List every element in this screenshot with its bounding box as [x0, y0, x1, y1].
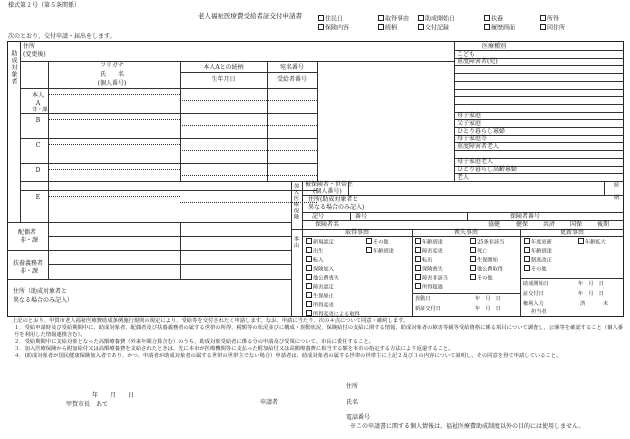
- insurance-type-2[interactable]: 共済: [543, 221, 556, 228]
- consent-note-1: １．受給申請時及び受給期間中に、助成対象者、配偶者及び扶養義務者の属する世帯の所得、税額等の状況並びに構成・異動状況、保険給付の支給に関する情報、助成対象者の障害等級等受給資格に係る項目について調査し、公簿等を確認すること（個人番号を利用した情報連携含む）。: [14, 325, 624, 338]
- acquire-reason-7[interactable]: 障害認定: [306, 283, 334, 291]
- medical-type-9: 父子家庭: [457, 119, 482, 127]
- admin-check-2[interactable]: 助成開始日: [418, 15, 455, 23]
- spouse-label: 配偶者: [18, 229, 37, 236]
- loss-reason-7[interactable]: 他公費取得: [470, 265, 503, 273]
- consent-intro: 上記のとおり、甲賀市老人福祉医療費助成条例施行規則の規定により、受給券を交付されたく申請します。なお、申請に当たり、次の４点について同意・確約します。: [12, 318, 409, 324]
- insurance-type-0[interactable]: 協健: [488, 221, 501, 228]
- medical-type-0: こども: [457, 50, 476, 58]
- acquire-reason-0[interactable]: 新規認定: [306, 238, 334, 246]
- insured-name-label: 被保険者・世帯主: [305, 181, 354, 188]
- acquire-reason-5[interactable]: 保険加入: [306, 265, 334, 273]
- number-label: 番号: [355, 213, 368, 220]
- ins-address-label: 住所(助成対象者と: [308, 196, 359, 203]
- applicant-label: 申請者: [260, 399, 279, 406]
- loss-reason-9[interactable]: その他: [470, 274, 493, 282]
- acquire-reason-2[interactable]: 出生: [306, 247, 323, 255]
- loss-reason-heading: 喪失事由: [453, 229, 478, 236]
- loss-reason-3[interactable]: 死亡: [470, 247, 487, 255]
- recipient-no-header: 受給者番号: [276, 76, 307, 83]
- loss-date-label: 異動日: [415, 296, 431, 302]
- row-a-tax: 非・課: [32, 107, 48, 113]
- insurer-name-label: 保険者名: [315, 221, 340, 228]
- relation-header: 本人Aとの続柄: [203, 64, 244, 71]
- admin-check-4[interactable]: 所得: [540, 15, 559, 23]
- medical-type-16: 老人: [457, 173, 470, 181]
- medical-type-8: 母子家庭: [457, 112, 482, 120]
- medical-type-12: 重度障害者老人: [457, 142, 500, 150]
- insurer-no-label: 保険者番号: [510, 213, 541, 220]
- loss-reason-1[interactable]: 25条非該当: [470, 238, 504, 246]
- issue-date-label: 証交付日: [523, 291, 544, 297]
- update-reason-4[interactable]: その他: [524, 265, 547, 273]
- relation-label: 続 柄: [613, 182, 619, 201]
- insurance-type-4[interactable]: 後期: [597, 221, 610, 228]
- privacy-note: ※この申請書に関する個人情報は、福祉医療費助成制度以外の目的には使用しません。: [350, 423, 585, 430]
- insurance-side-label: 加入医療保険: [293, 183, 299, 221]
- phone-label: 電話番号: [346, 414, 371, 421]
- reason-side-label: 事由: [293, 236, 299, 249]
- address-sub-label: (変更後): [23, 51, 46, 58]
- date-field[interactable]: 年 月 日: [92, 392, 135, 399]
- loss-reason-10[interactable]: 所得超過: [415, 283, 443, 291]
- update-reason-0[interactable]: 年度更新: [524, 238, 552, 246]
- new-issue-label: 新証交付日: [415, 306, 441, 312]
- supporter-tax-status: 非・課: [20, 268, 39, 275]
- medical-type-15: ひとり暮らし高齢寡婦: [457, 166, 518, 173]
- update-reason-2[interactable]: 年齢到達: [524, 247, 552, 255]
- admin-check-5[interactable]: 保険内容: [318, 24, 349, 32]
- acquire-reason-10[interactable]: 所得変更による取得: [306, 310, 360, 318]
- admin-check-0[interactable]: 住民日: [318, 15, 343, 23]
- addressee-no-header: 宛名番号: [279, 64, 304, 71]
- addressee-mayor: 甲賀市長 あて: [66, 401, 109, 408]
- new-issue-value[interactable]: 年 月 日: [475, 306, 501, 312]
- applicant-name-label: 氏名: [346, 399, 359, 406]
- instruction-text: 次のとおり、交付申請・届出をします。: [8, 33, 116, 40]
- person-no-header: (個人番号): [97, 80, 127, 87]
- staff-label: 担当者: [531, 309, 547, 315]
- form-title: 老人福祉医療費受給者証交付申請書: [198, 12, 302, 20]
- start-date-label: 助成開始日: [523, 281, 549, 287]
- start-date-value[interactable]: 年 月 日: [578, 281, 604, 287]
- symbol-label: 記号: [312, 213, 325, 220]
- insurance-type-3[interactable]: 国保: [570, 221, 583, 228]
- update-reason-1[interactable]: 年齢拡大: [578, 238, 606, 246]
- address-label: 住所: [23, 43, 36, 50]
- applicant-address-label: 住所: [346, 383, 359, 390]
- entry-label: 権利入力: [523, 301, 544, 307]
- issue-date-value[interactable]: 年 月 日: [578, 291, 604, 297]
- acquire-reason-3[interactable]: 年齢到達: [366, 247, 394, 255]
- admin-check-6[interactable]: 続柄: [378, 24, 397, 32]
- admin-check-9[interactable]: 同住所: [540, 24, 565, 32]
- update-reason-3[interactable]: 制度改正: [524, 256, 552, 264]
- consent-note-4: ４．(助成対象者が国民健康保険加入者であり、かつ、申請者が助成対象者の属する世帯の世帯主でない場合）申請者は、助成対象者の属する世帯の世帯主に上記２及び３の内容について説明し、その同意を得て申請していること。: [14, 353, 562, 359]
- loss-date-value[interactable]: 年 月 日: [475, 296, 501, 302]
- dob-header: 生年月日: [211, 76, 236, 83]
- entry-done[interactable]: 済: [580, 301, 586, 307]
- form-number: 様式第２号（第５条関係）: [8, 2, 81, 9]
- loss-reason-4[interactable]: 転出: [415, 256, 432, 264]
- update-reason-heading: 更新事由: [559, 229, 584, 236]
- name-header: 氏 名: [99, 71, 124, 78]
- other-address-line1: 住所（助成対象者と: [13, 288, 68, 295]
- row-label-1: B: [35, 117, 41, 124]
- medical-type-1: 重度障害者(児): [457, 58, 498, 66]
- medical-type-14: 母子家庭老人: [457, 158, 494, 166]
- acquire-reason-heading: 取得事由: [344, 229, 369, 236]
- loss-reason-5[interactable]: 生保開始: [470, 256, 498, 264]
- acquire-reason-8[interactable]: 生保廃止: [306, 292, 334, 300]
- admin-check-1[interactable]: 取得事由: [378, 15, 409, 23]
- insurance-type-1[interactable]: 健保: [516, 221, 529, 228]
- admin-check-7[interactable]: 交付記録: [418, 24, 449, 32]
- row-label-0: 本人 A: [31, 92, 44, 107]
- medical-type-11: 母子家庭等: [457, 135, 488, 143]
- loss-reason-8[interactable]: 障害非該当: [415, 274, 448, 282]
- other-address-line2: 異なる場合のみ記入）: [13, 297, 74, 304]
- loss-reason-2[interactable]: 障害変更: [415, 247, 443, 255]
- entry-not-done[interactable]: 未: [603, 301, 609, 307]
- supporter-label: 扶養義務者: [13, 260, 44, 267]
- acquire-reason-1[interactable]: その他: [366, 238, 389, 246]
- loss-reason-6[interactable]: 保険喪失: [415, 265, 443, 273]
- row-label-3: D: [35, 167, 41, 174]
- loss-reason-0[interactable]: 年齢到達: [415, 238, 443, 246]
- row-label-2: C: [35, 142, 41, 149]
- consent-note-2: ２．受給期間中に支給対象となった高額療養費（外来年間合算含む）のうち、助成対象受給者に係る分の申請及び受領について、市長に委任すること。: [14, 339, 374, 345]
- admin-check-3[interactable]: 扶養: [484, 15, 503, 23]
- acquire-reason-6[interactable]: 他公費喪失: [306, 274, 339, 282]
- medical-type-heading: 医療種別: [481, 43, 506, 50]
- admin-check-8[interactable]: 履歴画面: [484, 24, 515, 32]
- medical-type-10: ひとり暮らし寡婦: [457, 127, 506, 135]
- consent-notes: [8, 318, 624, 360]
- insured-no-label: (個人番号): [313, 188, 342, 195]
- subject-side-label: 助成対象者: [10, 50, 17, 85]
- spouse-tax-status: 非・課: [20, 237, 39, 244]
- acquire-reason-9[interactable]: 所得変更: [306, 301, 334, 309]
- ins-address-label2: 異なる場合のみ記入): [308, 204, 365, 211]
- furigana-header: フリガナ: [100, 62, 124, 69]
- row-label-4: E: [35, 194, 41, 201]
- acquire-reason-4[interactable]: 転入: [306, 256, 323, 264]
- consent-note-3: ３．加入医療保険から附加給付又は高額療養費を支給されたときは、先に本市が医療機関等に支払った附加給付又は高額療養費に相当する額を本市の指定する方法により返還すること。: [14, 346, 454, 352]
